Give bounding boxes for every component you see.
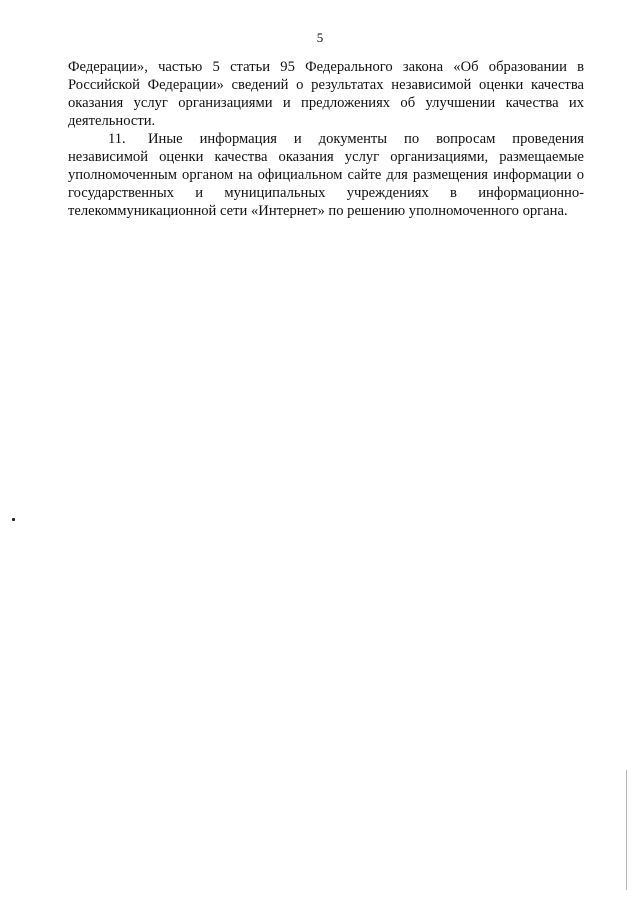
document-body (68, 58, 584, 220)
scan-edge-line (626, 770, 627, 890)
page-number: 5 (316, 30, 324, 45)
paragraph-item-11 (68, 130, 584, 220)
scan-speck (12, 518, 15, 521)
paragraph-continuation (68, 58, 584, 130)
paragraph-text: Иные информация и документы по вопросам проведения независимой оценки качества оказания услуг организациями, размещаемые уполномоченным органом на официальном сайте для размещения информации о государственных и муниципальных учреждениях в информационно-телекоммуникационной сети «Интернет» по решению уполномоченного органа. (68, 131, 584, 219)
paragraph-text: Федерации», частью 5 статьи 95 Федерального закона «Об образовании в Российской Федерации» сведений о результатах независимой оценки качества оказания услуг организациями и предложениях об улучшении качества их деятельности. (68, 59, 584, 129)
paragraph-number: 11. (108, 131, 126, 147)
